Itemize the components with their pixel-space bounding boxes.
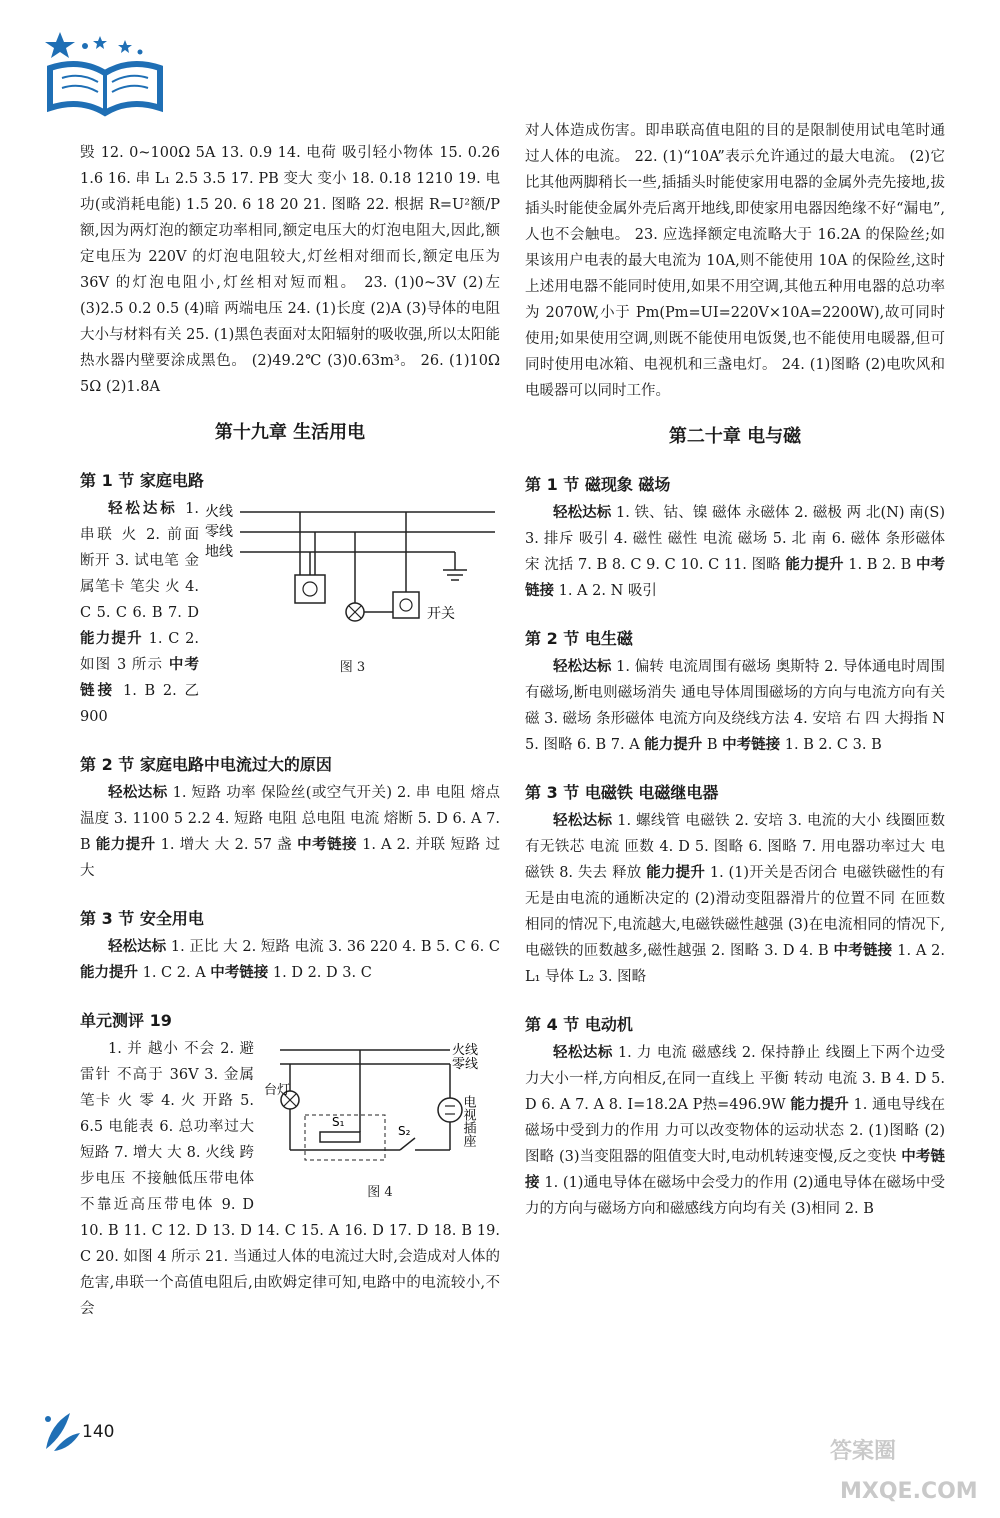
answers-exam: 1. (1)通电导体在磁场中会受力的作用 (2)通电导体在磁场中受力的方向与磁场方向和磁感线方向均有关 (3)相同 2. B [525,1175,945,1217]
tag-easy: 轻松达标 [108,785,168,801]
answers-intro: 毁 12. 0~100Ω 5A 13. 0.9 14. 电荷 吸引轻小物体 15. 0.26 1.6 16. 串 L₁ 2.5 3.5 17. PB 变大 变小 18. 0.18 1210 19. 电功(或消耗电能) 1.5 20. 6 18 20 21. 图略 22. 根据 R=U²额/P额,因为两灯泡的额定功率相同,额定电压大的灯泡电阻大,因此,额定电压为 220V 的灯泡电阻较大,灯丝相对细而长,额定电压为 36V 的灯泡电阻小,灯丝相对短而粗。 23. (1)0~3V (2)左 (3)2.5 0.2 0.5 (4)暗 两端电压 24. (1)长度 (2)A (3)导体的电阻大小与材料有关 25. (1)黑色表面对太阳辐射的吸收强,所以太阳能热水器内壁要涂成黑色。 (2)49.2℃ (3)0.63m³。 26. (1)10Ω 5Ω (2)1.8A [80,145,500,395]
page-number: 140 [82,1422,115,1442]
chapter-19-title: 第十九章 生活用电 [214,422,366,443]
tag-easy: 轻松达标 [108,939,167,955]
tag-ability: 能力提升 [646,865,706,881]
figure-3 [205,500,500,675]
fig4-live-label: 火线 [452,1043,479,1058]
section-19-2-answers [80,780,500,884]
tag-exam: 中考链接 [722,737,781,753]
answers-ability: 1. C 2. 如图 3 所示 [80,631,200,673]
tag-ability: 能力提升 [95,837,156,853]
tag-exam: 中考链接 [525,557,946,599]
unit-test-19-continued: 对人体造成伤害。即串联高值电阻的目的是限制使用试电笔时通过人体的电流。 22. (1)“10A”表示允许通过的最大电流。 (2)它比其他两脚稍长一些,插插头时能使家用电器的金属外壳先接地,拔插头时能使金属外壳后离开地线,即使家用电器因绝缘不好“漏电”,人也不会触电。 23. 应选择额定电流略大于 16.2A 的保险丝;如果该用户电表的最大电流为 10A,则不能使用 10A 的保险丝,这时上述用电器不能同时使用,如果不用空调,其他五种用电器的总功率为 2070W,小于 Pm(Pm=UI=220V×10A=2200W),故可同时使用;如果使用空调,则既不能使用电饭煲,也不能使用电暖器,但可同时使用电冰箱、电视机和三盏电灯。 24. (1)图略 (2)电吹风和电暖器可以同时工作。 [525,123,945,399]
fig4-s1-label: S₁ [332,1115,345,1129]
tag-easy: 轻松达标 [553,813,613,829]
answers-exam: 1. A 2. N 吸引 [554,583,657,599]
section-20-2-answers [525,654,945,758]
tag-ability: 能力提升 [80,965,138,981]
tag-easy: 轻松达标 [553,505,612,521]
right-column [525,118,945,1222]
section-20-4-answers [525,1040,945,1222]
unit-test-19-answers: 1. 并 越小 不会 2. 避雷针 不高于 36V 3. 金属笔卡 火 零 4. 火 开路 5. 6.5 电能表 6. 总功率过大 短路 7. 增大 大 8. 火线 跨步电压 不接触低压带电体 不靠近高压带电体 9. D 10. B 11. C 12. D 13. D 14. C 15. A 16. D 17. D 18. B 19. C 20. 如图 4 所示 21. 当通过人体的电流过大时,会造成对人体的危害,串联一个高值电阻后,由欧姆定律可知,电路中的电流较小,不会 [80,1041,500,1317]
answers-easy: 1. 偏转 电流周围有磁场 奥斯特 2. 导体通电时周围有磁场,断电则磁场消失 通电导体周围磁场的方向与电流方向有关 磁 3. 磁场 条形磁体 电流方向及绕线方法 4. 安培 右 四 大拇指 N 5. 图略 6. B 7. A [525,659,945,753]
fig3-live-label: 火线 [205,504,233,520]
answers-ability: 1. 增大 大 2. 57 盏 [155,837,298,853]
answers-easy: 1. 正比 大 2. 短路 电流 3. 36 220 4. B 5. C 6. C [166,939,500,955]
left-column [80,140,500,1322]
answers-ability: 1. B 2. B [843,557,916,573]
section-20-3-answers [525,808,945,990]
answers-exam: 1. D 2. D 3. C [268,965,372,981]
unit-test-19-title: 单元测评 19 [80,1011,172,1030]
watermark-logo [820,1420,990,1510]
chapter-20-title: 第二十章 电与磁 [668,426,802,447]
figure-4 [260,1040,500,1200]
section-19-3-title: 第 3 节 安全用电 [80,909,204,928]
tag-exam: 中考链接 [297,837,358,853]
tag-easy: 轻松达标 [108,501,178,517]
tag-exam: 中考链接 [525,1149,946,1191]
section-20-4-title: 第 4 节 电动机 [525,1015,633,1034]
answers-exam: 1. A 2. L₁ 导体 L₂ 3. 图略 [525,943,946,985]
tag-exam: 中考链接 [210,965,269,981]
fig4-s2-label: S₂ [398,1124,411,1138]
tag-ability: 能力提升 [790,1097,849,1113]
leaf-decoration-icon [40,1405,84,1455]
section-20-1-answers [525,500,945,604]
answers-exam: 1. B 2. C 3. B [780,737,882,753]
fig4-caption: 图 4 [367,1185,393,1200]
book-stars-logo-icon [40,28,170,118]
section-19-1-title: 第 1 节 家庭电路 [80,471,204,490]
answers-easy: 1. 力 电流 磁感线 2. 保持静止 线圈上下两个边受力大小一样,方向相反,在同一直线上 平衡 转动 电流 3. B 4. D 5. D 6. A 7. A 8. I=18.2A P热=496.9W [525,1045,946,1113]
tag-easy: 轻松达标 [553,1045,613,1061]
section-20-1-title: 第 1 节 磁现象 磁场 [525,475,671,494]
fig3-switch-label: 开关 [427,606,455,622]
household-circuit-diagram [205,500,500,655]
tag-exam: 中考链接 [833,943,893,959]
tag-ability: 能力提升 [644,737,703,753]
tag-exam: 中考链接 [80,657,199,699]
answers-easy: 1. 螺线管 电磁铁 2. 安培 3. 电流的大小 线圈匝数 有无铁芯 电流 匝数 4. D 5. 图略 6. 图略 7. 用电器功率过大 电磁铁 8. 失去 释放 [525,813,946,881]
tag-ability: 能力提升 [80,631,143,647]
section-20-3-title: 第 3 节 电磁铁 电磁继电器 [525,783,719,802]
fig3-neutral-label: 零线 [205,524,233,540]
answers-easy: 1. 串联 火 2. 前面 断开 3. 试电笔 金属笔卡 笔尖 火 4. C 5. C 6. B 7. D [80,501,199,621]
answers-ability: 1. 通电导线在磁场中受到力的作用 力可以改变物体的运动状态 2. (1)图略 (2)图略 (3)当变阻器的阻值变大时,电动机转速变慢,反之变快 [525,1097,945,1165]
answers-exam: 1. A 2. 并联 短路 过大 [80,837,501,879]
tag-easy: 轻松达标 [553,659,612,675]
fig3-ground-label: 地线 [205,544,233,560]
answers-easy: 1. 铁、钴、镍 磁体 永磁体 2. 磁极 两 北(N) 南(S) 3. 排斥 吸引 4. 磁性 磁性 电流 磁场 5. 北 南 6. 磁体 条形磁体 宋 沈括 7. B 8. C 9. C 10. C 11. 图略 [525,505,946,573]
fig4-tv-label: 电视插座 [460,1095,476,1147]
answers-ability: B [702,737,723,753]
section-20-2-title: 第 2 节 电生磁 [525,629,633,648]
fig3-caption: 图 3 [339,660,366,675]
fig4-neutral-label: 零线 [452,1057,479,1072]
answers-ability: 1. C 2. A [138,965,211,981]
section-19-2-title: 第 2 节 家庭电路中电流过大的原因 [80,755,332,774]
answers-ability: 1. (1)开关是否闭合 电磁铁磁性的有无是由电流的通断决定的 (2)滑动变阻器滑片的位置不同 在匝数相同的情况下,电流越大,电磁铁磁性越强 (3)在电流相同的情况下,电磁铁的匝数越多,磁性越强 2. 图略 3. D 4. B [525,865,946,959]
lamp-tv-circuit-diagram [260,1040,500,1180]
answers-exam: 1. B 2. 乙 900 [80,683,200,725]
fig4-lamp-label: 台灯 [264,1083,291,1098]
section-19-3-answers [80,934,500,986]
watermark-site: MXQE.COM [840,1479,978,1504]
tag-ability: 能力提升 [785,557,844,573]
answers-easy: 1. 短路 功率 保险丝(或空气开关) 2. 串 电阻 熔点 温度 3. 1100 5 2.2 4. 短路 电阻 总电阻 电流 熔断 5. D 6. A 7. B [80,785,500,853]
watermark-glyphs: 答案圈 [830,1439,897,1464]
